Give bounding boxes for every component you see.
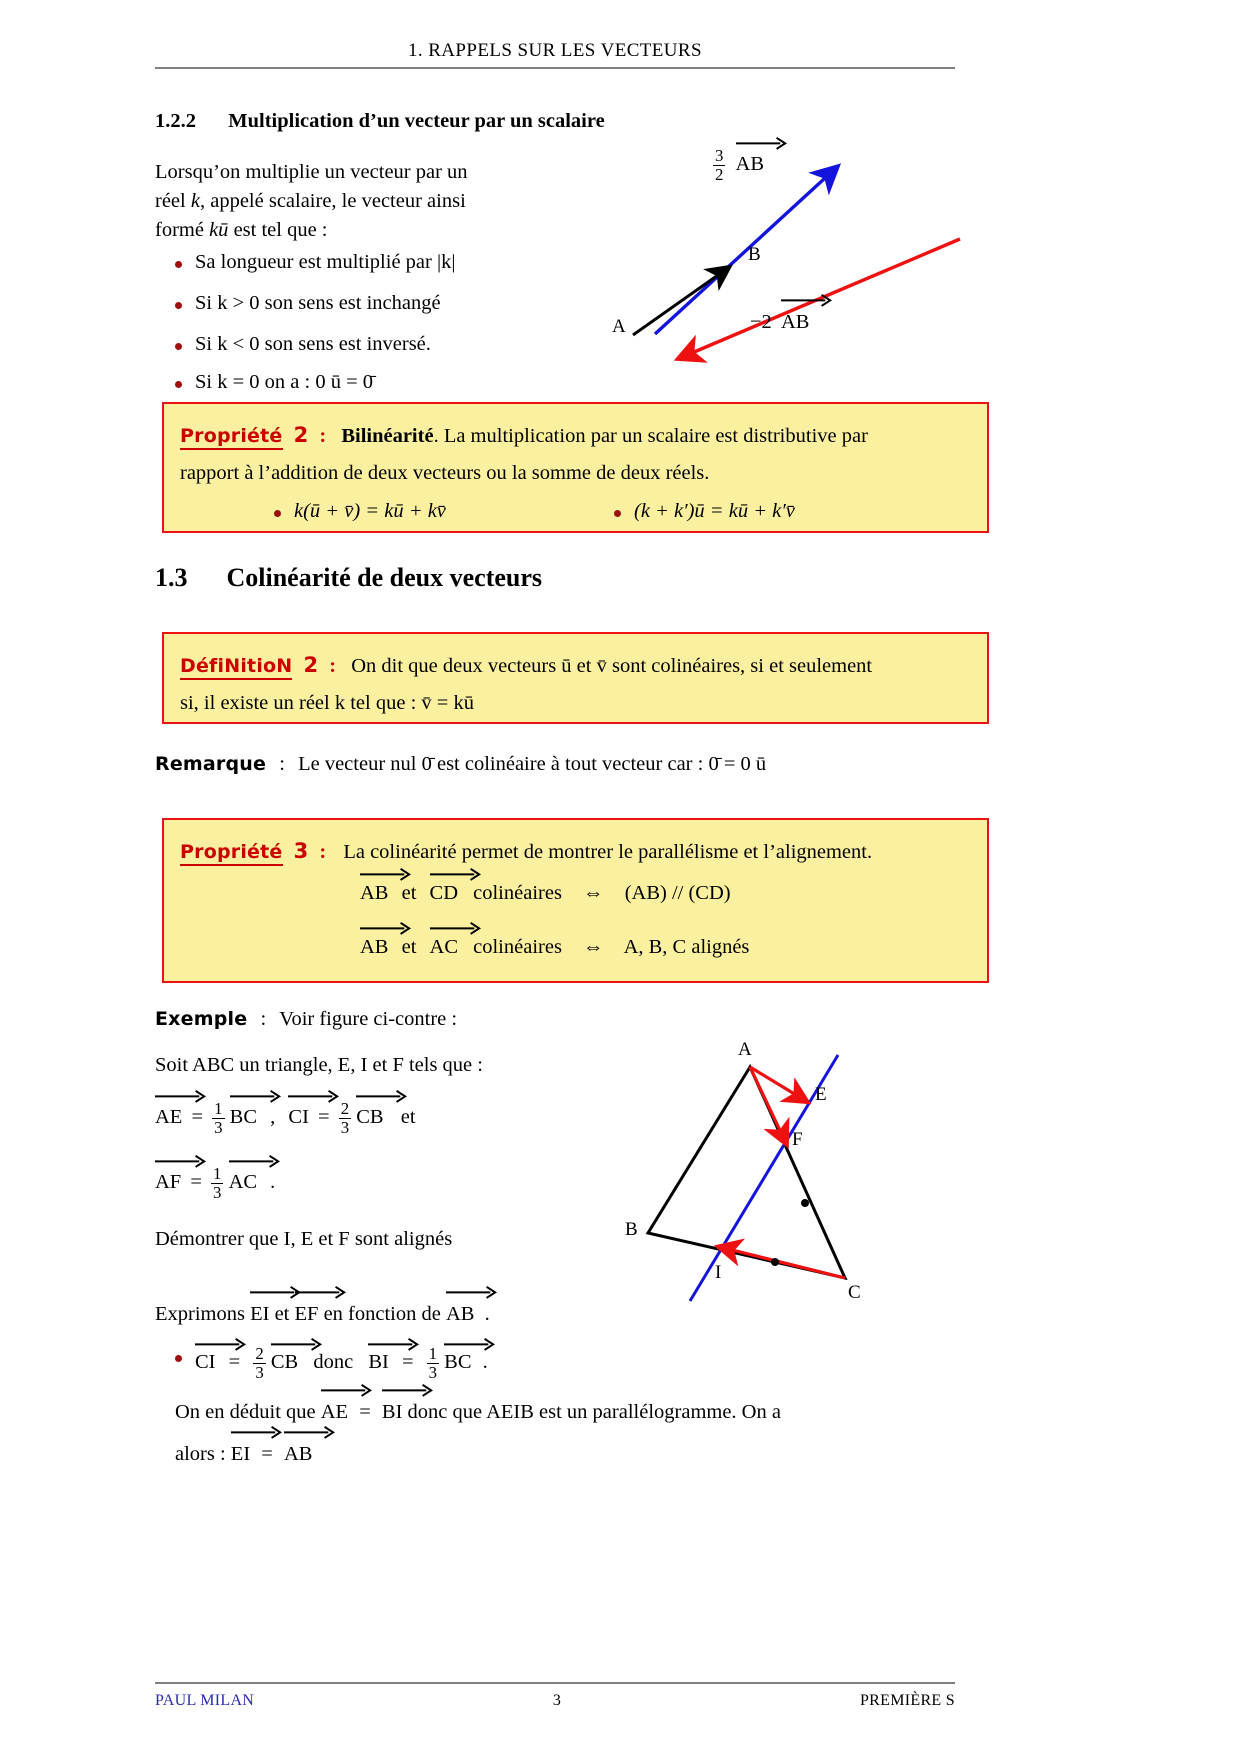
triangle-label-f: F <box>792 1129 803 1150</box>
midpoint-dot-1 <box>801 1199 809 1207</box>
propriete-2-text-2: rapport à l’addition de deux vecteurs ou la somme de deux réels. <box>180 461 710 484</box>
definition-2-text-1: On dit que deux vecteurs ū et v̄ sont colinéaires, si et seulement <box>351 655 873 677</box>
footer-author: PAUL MILAN <box>155 1692 255 1709</box>
blue-vec-ab <box>736 150 764 179</box>
vector-overbar-icon <box>736 136 785 148</box>
alors-vec-ab <box>284 1440 312 1469</box>
exprimons-vec-ab <box>446 1300 474 1329</box>
exprimons-ei-text: EI <box>250 1303 270 1325</box>
triangle-label-b: B <box>625 1219 638 1240</box>
deduit-vec-ae <box>321 1398 348 1427</box>
intro-line2-part1: réel <box>155 190 191 213</box>
alors-vec-ei <box>231 1440 250 1469</box>
vector-overbar-icon <box>368 1337 417 1349</box>
triangle-figure <box>620 1035 920 1305</box>
vector-overbar-icon <box>430 867 479 879</box>
fb-vec-bi <box>368 1351 389 1374</box>
propriete-2-formula-right: (k + k′)ū = kū + k′v̄ <box>634 500 795 522</box>
blue-vec-text: AB <box>735 153 765 176</box>
line-soit-abc: Soit ABC un triangle, E, I et F tels que : <box>155 1054 483 1076</box>
exprimons-ab-text: AB <box>445 1303 475 1325</box>
vector-overbar-icon <box>155 1154 204 1166</box>
red-coef: −2 <box>750 311 772 333</box>
definition-2-label: DéfiNitioN <box>180 655 292 680</box>
vector-overbar-icon <box>360 921 409 933</box>
eq-af-num: 1 <box>213 1164 222 1183</box>
vector-overbar-icon <box>231 1425 280 1437</box>
deduit-part-1: On en déduit que <box>175 1401 321 1423</box>
exemple-label: Exemple <box>155 1008 248 1030</box>
eq1-arrow-icon: ⇔ <box>583 882 604 904</box>
vector-overbar-icon <box>382 1383 431 1395</box>
eq-ci-v1 <box>288 1103 309 1132</box>
fb-vec-ci <box>195 1351 216 1374</box>
eq1-v2-text: CD <box>429 882 459 904</box>
fb-num-1: 2 <box>255 1344 264 1363</box>
vector-overbar-icon <box>271 1337 320 1349</box>
definition-2-box <box>162 632 989 724</box>
bullet-4-text: Si k = 0 on a : 0 ū = 0̄ <box>195 371 374 393</box>
vector-overbar-icon <box>195 1337 244 1349</box>
blue-frac-den: 2 <box>715 164 724 184</box>
vector-overbar-icon <box>781 293 830 305</box>
eq-af-period: . <box>270 1171 276 1194</box>
remarque-text: Le vecteur nul 0̄ est colinéaire à tout vecteur car : 0̄ = 0 ū <box>298 753 767 775</box>
red-vector-label <box>750 308 809 337</box>
vector-overbar-icon <box>321 1383 370 1395</box>
midpoint-dot-2 <box>771 1258 779 1266</box>
blue-vector-label <box>713 147 764 183</box>
vector-overbar-icon <box>430 921 479 933</box>
exprimons-vec-ef <box>295 1300 319 1329</box>
remarque-colon: : <box>279 753 285 775</box>
fb-cb-text: CB <box>270 1351 299 1374</box>
alors-equals: = <box>261 1443 278 1465</box>
eq2-result: A, B, C alignés <box>623 936 750 958</box>
eq-af-v2 <box>229 1168 257 1197</box>
deduit-part-2: donc que AEIB est un parallélogramme. On a <box>407 1401 781 1423</box>
triangle-label-a: A <box>738 1039 752 1060</box>
vector-overbar-icon <box>230 1089 279 1101</box>
bullet-3-text: Si k < 0 son sens est inversé. <box>195 333 431 355</box>
alors-part-1: alors : <box>175 1443 231 1465</box>
fb-bc-text: BC <box>444 1351 472 1374</box>
vector-overbar-icon <box>295 1285 344 1297</box>
fb-donc: donc <box>313 1351 354 1374</box>
eq-ae-v2 <box>230 1103 257 1132</box>
page-header <box>155 40 955 62</box>
eq1-result: (AB) // (CD) <box>624 882 731 904</box>
fb-equals-2: = <box>401 1351 414 1374</box>
eq-ci-fraction <box>339 1100 351 1136</box>
exprimons-part-1: Exprimons <box>155 1303 251 1325</box>
header-rule <box>155 67 955 69</box>
section-1-3-heading <box>155 563 542 593</box>
vector-overbar-icon <box>360 867 409 879</box>
eq2-vector-ab <box>360 936 388 959</box>
eq2-word: colinéaires <box>473 936 562 958</box>
eq-ae-equals: = <box>191 1106 204 1129</box>
exprimons-part-2: et <box>274 1303 295 1325</box>
propriete-3-equivalence-2 <box>360 936 749 959</box>
exemple-line <box>155 1005 457 1034</box>
eq-comma: , <box>270 1106 276 1129</box>
eq2-v1-text: AB <box>360 936 389 958</box>
propriete-3-text: La colinéarité permet de montrer le parallélisme et l’alignement. <box>343 841 873 863</box>
eq-ci-den: 3 <box>340 1117 350 1137</box>
bullet-item-3 <box>195 333 431 356</box>
footer-page-number: 3 <box>552 1692 562 1709</box>
exemple-colon: : <box>260 1008 267 1030</box>
eq2-vector-ac <box>430 936 458 959</box>
alors-ab-text: AB <box>283 1443 313 1465</box>
triangle-label-i: I <box>715 1262 722 1283</box>
propriete-2-bold-lead: Bilinéarité <box>341 425 434 447</box>
eq-ci-v1-text: CI <box>288 1106 309 1129</box>
point-label-a: A <box>612 316 626 337</box>
fb-period: . <box>482 1351 488 1374</box>
section-number: 1.3 <box>155 563 188 592</box>
eq-af-den: 3 <box>213 1182 222 1202</box>
remarque-label: Remarque <box>155 753 267 775</box>
deduit-equals: = <box>359 1401 376 1423</box>
triangle-figure-svg <box>620 1035 920 1305</box>
eq-ae-v2-text: BC <box>229 1106 258 1129</box>
eq2-et: et <box>401 936 417 958</box>
deduit-vec-bi <box>382 1398 403 1427</box>
header-title: 1. RAPPELS SUR LES VECTEURS <box>408 40 702 61</box>
red-vec-ab <box>781 308 809 337</box>
intro-line3-ku: kū <box>209 219 229 242</box>
section-title: Colinéarité de deux vecteurs <box>226 563 543 592</box>
eq2-v2-text: AC <box>429 936 459 958</box>
footer-rule <box>155 1682 955 1684</box>
intro-line3-part2: est tel que : <box>228 219 328 242</box>
eq-af-v1 <box>155 1168 181 1197</box>
eq-ae-v1-text: AE <box>155 1106 183 1129</box>
bullet-item-1 <box>195 251 455 274</box>
fb-bi-text: BI <box>368 1351 389 1374</box>
fb-vec-cb <box>271 1351 298 1374</box>
exemple-text: Voir figure ci-contre : <box>279 1008 458 1030</box>
intro-line-3 <box>155 216 555 245</box>
vector-overbar-icon <box>356 1089 405 1101</box>
definition-2-text-2: si, il existe un réel k tel que : v̄ = kū <box>180 691 474 714</box>
deduit-ae-text: AE <box>320 1401 349 1423</box>
eq1-et: et <box>401 882 417 904</box>
propriete-2-label: Propriété <box>180 425 283 450</box>
fb-equals-1: = <box>228 1351 241 1374</box>
subsection-title: Multiplication d’un vecteur par un scalaire <box>228 110 605 132</box>
intro-line3-part1: formé <box>155 219 210 242</box>
propriete-2-formula-left: k(ū + v̄) = kū + kv̄ <box>294 500 624 523</box>
subsection-heading <box>155 110 605 133</box>
vector-overbar-icon <box>284 1425 333 1437</box>
subsection-number: 1.2.2 <box>155 110 196 132</box>
intro-line2-k: k <box>190 190 200 213</box>
triangle-label-e: E <box>815 1084 827 1105</box>
eq1-word: colinéaires <box>473 882 562 904</box>
equation-row-2 <box>155 1165 275 1201</box>
definition-2-colon: : <box>329 655 337 677</box>
blue-fraction <box>713 147 725 183</box>
bullet-1-text: Sa longueur est multiplié par |k| <box>195 251 456 273</box>
triangle-label-c: C <box>848 1282 861 1303</box>
alors-ei-text: EI <box>230 1443 251 1465</box>
vector-overbar-icon <box>229 1154 278 1166</box>
vector-overbar-icon <box>250 1285 299 1297</box>
eq-ci-v2 <box>356 1103 383 1132</box>
bullet-2-text: Si k > 0 son sens est inchangé <box>195 292 441 314</box>
propriete-3-colon: : <box>319 841 327 863</box>
exprimons-ef-text: EF <box>294 1303 319 1325</box>
red-arrow-ci <box>720 1247 845 1278</box>
remarque-line <box>155 750 766 779</box>
line-exprimons <box>155 1300 490 1329</box>
final-bullet-line <box>195 1345 488 1381</box>
eq-ae-num: 1 <box>214 1099 223 1118</box>
deduit-bi-text: BI <box>381 1401 403 1423</box>
eq-af-fraction <box>211 1165 223 1201</box>
fb-ci-text: CI <box>195 1351 216 1374</box>
eq1-vector-cd <box>430 882 458 905</box>
scalar-multiplication-figure <box>600 140 960 390</box>
propriete-3-box <box>162 818 989 983</box>
intro-paragraph <box>155 158 555 245</box>
vector-overbar-icon <box>288 1089 337 1101</box>
blue-frac-num: 3 <box>715 146 724 165</box>
eq-af-v1-text: AF <box>155 1171 182 1194</box>
intro-line-1: Lorsqu’on multiplie un vecteur par un <box>155 161 468 183</box>
propriete-2-line-1 <box>180 420 973 452</box>
fb-den-2: 3 <box>428 1362 438 1382</box>
eq-et: et <box>400 1106 416 1129</box>
propriete-3-equivalence-1 <box>360 882 731 905</box>
exprimons-vec-ei <box>250 1300 269 1329</box>
intro-line2-part2: , appelé scalaire, le vecteur ainsi <box>199 190 466 213</box>
propriete-2-text-1: . La multiplication par un scalaire est distributive par <box>433 425 868 447</box>
line-alors <box>175 1440 312 1469</box>
vector-overbar-icon <box>155 1089 204 1101</box>
vector-overbar-icon <box>446 1285 495 1297</box>
page-footer <box>155 1692 955 1710</box>
eq-ae-den: 3 <box>214 1117 223 1137</box>
propriete-2-number: 2 <box>293 423 309 447</box>
fb-vec-bc <box>444 1351 471 1374</box>
definition-2-number: 2 <box>303 653 319 677</box>
propriete-2-box <box>162 402 989 533</box>
eq-af-v2-text: AC <box>228 1171 258 1194</box>
line-demontrer: Démontrer que I, E et F sont alignés <box>155 1228 453 1250</box>
red-vec-text: AB <box>780 311 810 333</box>
fb-fraction-1 <box>253 1345 265 1381</box>
footer-class: PREMIÈRE S <box>859 1692 955 1709</box>
eq-ae-v1 <box>155 1103 182 1132</box>
fb-den-1: 3 <box>255 1362 264 1382</box>
propriete-3-line-1 <box>180 836 973 868</box>
eq2-arrow-icon: ⇔ <box>583 936 604 958</box>
eq-af-equals: = <box>190 1171 202 1194</box>
eq1-vector-ab <box>360 882 388 905</box>
eq-ae-fraction <box>212 1100 224 1136</box>
definition-2-line-1 <box>180 650 973 682</box>
propriete-2-colon: : <box>319 425 327 447</box>
line-deduit <box>175 1398 781 1427</box>
scalar-figure-svg <box>600 140 960 390</box>
propriete-3-label: Propriété <box>180 841 283 866</box>
point-label-b: B <box>748 244 761 265</box>
exprimons-part-3: en fonction de <box>323 1303 446 1325</box>
propriete-3-number: 3 <box>293 839 309 863</box>
intro-line-2 <box>155 187 555 216</box>
bullet-item-2 <box>195 292 441 315</box>
eq1-v1-text: AB <box>360 882 389 904</box>
equation-row-1 <box>155 1100 416 1136</box>
eq-ci-equals: = <box>318 1106 330 1129</box>
bullet-item-4 <box>195 371 373 394</box>
eq-ci-v2-text: CB <box>356 1106 384 1129</box>
fb-num-2: 1 <box>428 1344 438 1363</box>
eq-ci-num: 2 <box>340 1099 350 1118</box>
black-vector-ab <box>633 268 728 335</box>
vector-overbar-icon <box>444 1337 493 1349</box>
fb-fraction-2 <box>427 1345 439 1381</box>
exprimons-period: . <box>484 1303 490 1325</box>
